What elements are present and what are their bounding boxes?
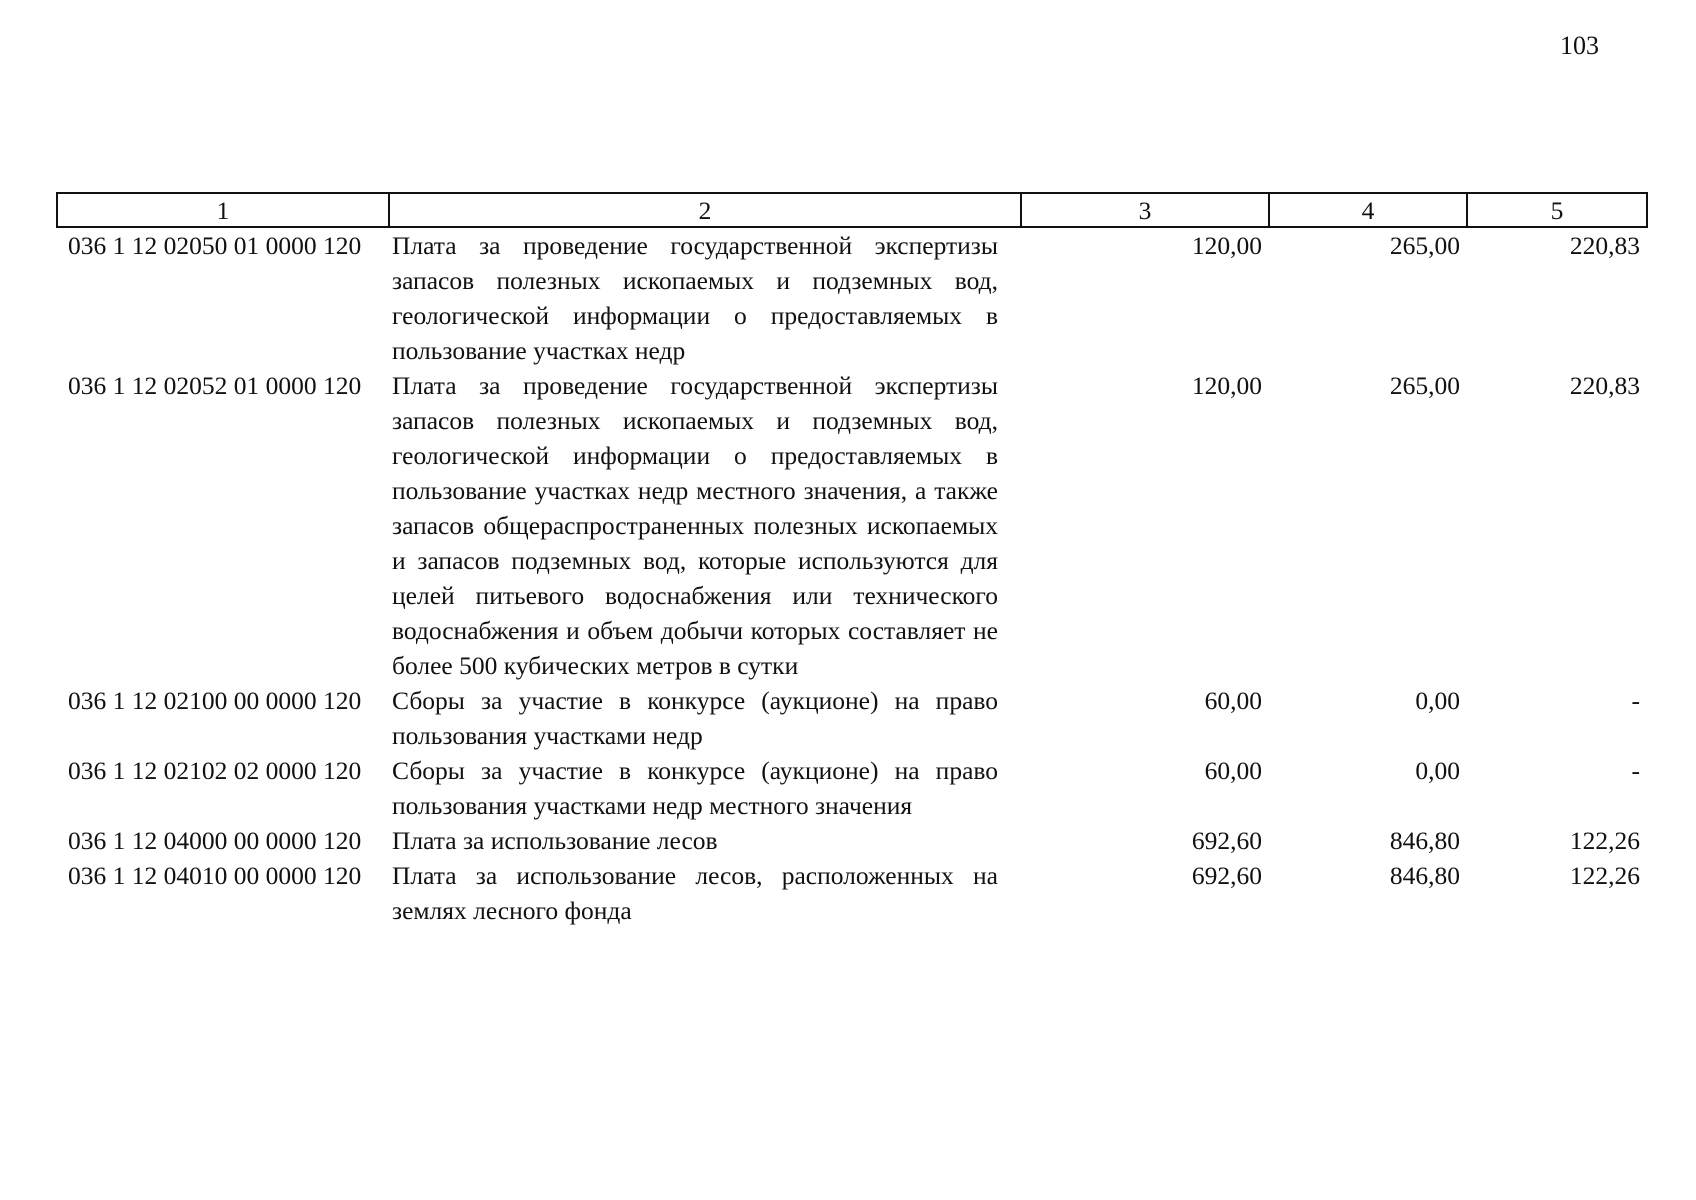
column-header-2: 2	[390, 194, 1022, 226]
column-header-1: 1	[58, 194, 390, 226]
revenue-description: Плата за проведение государственной экспертизы запасов полезных ископаемых и подземных вод, геологической информации о предоставляемых в пользование участках недр местного значения, а также запасов общераспространенных полезных ископаемых и запасов подземных вод, которые используются для целей питьевого водоснабжения или технического водоснабжения и объем добычи которых составляет не более 500 кубических метров в сутки	[392, 371, 998, 680]
value-col-5: 122,26	[1569, 826, 1640, 855]
budget-code: 036 1 12 02102 02 0000 120	[68, 756, 362, 785]
value-col-5: 122,26	[1569, 861, 1640, 890]
revenue-description: Плата за использование лесов, расположенных на землях лесного фонда	[392, 861, 998, 925]
revenue-description: Сборы за участие в конкурсе (аукционе) на право пользования участками недр местного значения	[392, 756, 998, 820]
value-col-4: 846,80	[1389, 826, 1460, 855]
value-col-3: 120,00	[1191, 371, 1262, 400]
table-header-row	[56, 192, 1648, 228]
budget-table	[56, 192, 1648, 928]
revenue-description: Плата за использование лесов	[392, 826, 718, 855]
value-col-4: 265,00	[1389, 371, 1460, 400]
table-row	[56, 753, 1648, 823]
value-col-5: -	[1631, 686, 1640, 715]
budget-code: 036 1 12 04000 00 0000 120	[68, 826, 362, 855]
value-col-3: 60,00	[1204, 756, 1262, 785]
value-col-4: 846,80	[1389, 861, 1460, 890]
revenue-description: Сборы за участие в конкурсе (аукционе) на право пользования участками недр	[392, 686, 998, 750]
value-col-5: -	[1631, 756, 1640, 785]
budget-code: 036 1 12 02100 00 0000 120	[68, 686, 362, 715]
table-row	[56, 368, 1648, 683]
table-row	[56, 858, 1648, 928]
revenue-description: Плата за проведение государственной экспертизы запасов полезных ископаемых и подземных вод, геологической информации о предоставляемых в пользование участках недр	[392, 231, 998, 365]
page-number: 103	[1560, 31, 1599, 60]
value-col-3: 692,60	[1191, 861, 1262, 890]
value-col-5: 220,83	[1569, 231, 1640, 260]
value-col-4: 0,00	[1415, 686, 1460, 715]
value-col-4: 0,00	[1415, 756, 1460, 785]
budget-code: 036 1 12 02052 01 0000 120	[68, 371, 362, 400]
budget-code: 036 1 12 04010 00 0000 120	[68, 861, 362, 890]
value-col-3: 60,00	[1204, 686, 1262, 715]
value-col-5: 220,83	[1569, 371, 1640, 400]
column-header-5: 5	[1550, 196, 1564, 225]
value-col-4: 265,00	[1389, 231, 1460, 260]
value-col-3: 120,00	[1191, 231, 1262, 260]
budget-code: 036 1 12 02050 01 0000 120	[68, 231, 362, 260]
column-header-4: 4	[1270, 194, 1468, 226]
table-row	[56, 823, 1648, 858]
table-row	[56, 228, 1648, 368]
column-header-3: 3	[1022, 194, 1270, 226]
value-col-3: 692,60	[1191, 826, 1262, 855]
table-row	[56, 683, 1648, 753]
